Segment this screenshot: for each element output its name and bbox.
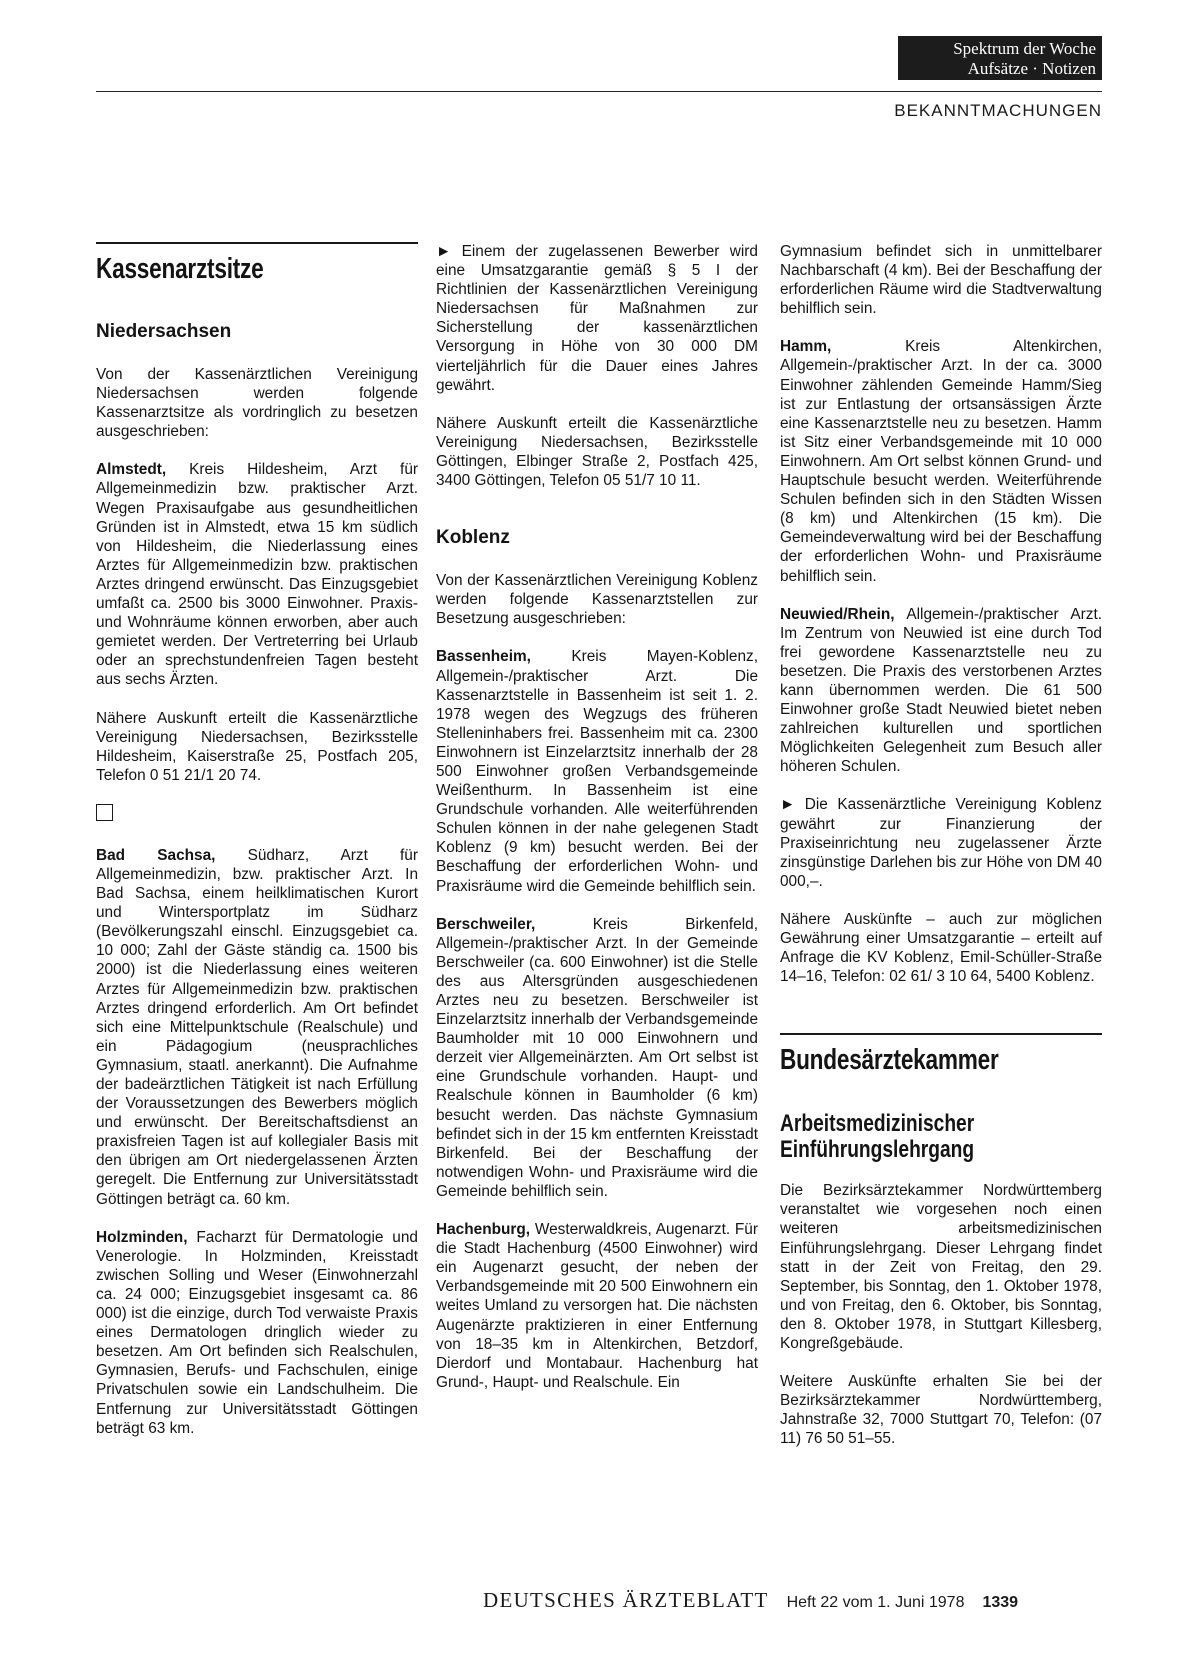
intro-paragraph: Von der Kassenärztlichen Vereinigung Koblenz werden folgende Kassenarztstellen zur Besetzung ausgeschrieben: [436,572,758,628]
listing-hamm [780,337,1102,585]
section-label: BEKANNTMACHUNGEN [894,101,1102,120]
listing-text: Südharz, Arzt für Allgemeinmedizin, bzw. praktischer Arzt. In Bad Sachsa, einem heilklimatischen Kurort und Wintersportplatz im Südharz (Bevölkerungszahl einschl. Einzugsgebiet ca. 10 000; Zahl der Gäste ständig ca. 1500 bis 2000) ist die Niederlassung eines weiteren Arztes für Allgemeinmedizin bzw. praktischen Arztes dringend erforderlich. Am Ort befindet sich eine Mittelpunktschule (Realschule) und ein Pädagogium (neusprachliches Gymnasium, staatl. anerkannt). Die Aufnahme der badeärztlichen Tätigkeit ist nach Erfüllung der Voraussetzungen des Bewerbers möglich und erwünscht. Der Bereitschaftsdienst an praxisfreien Tagen ist auf kollegialer Basis mit den übrigen am Ort niedergelassenen Ärzten geregelt. Die Entfernung zur Universitätsstadt Göttingen beträgt ca. 60 km. [96,846,418,1208]
column-3 [780,242,1102,1468]
course-contact-paragraph: Weitere Auskünfte erhalten Sie bei der Bezirksärztekammer Nordwürttemberg, Jahnstraße 32, 7000 Stuttgart 70, Telefon: (07 11) 76 50 51–55. [780,1373,1102,1448]
listing-place: Bad Sachsa, [96,846,216,864]
listing-place: Almstedt, [96,461,167,479]
contact-paragraph: Nähere Auskunft erteilt die Kassenärztliche Vereinigung Niedersachsen, Bezirksstelle Hildesheim, Kaiserstraße 25, Postfach 205, Telefon 0 51 21/1 20 74. [96,709,418,784]
badge-line-1: Spektrum der Woche [953,39,1096,58]
region-heading-koblenz: Koblenz [436,527,510,549]
listing-place: Holzminden, [96,1228,188,1246]
header-rule [96,91,1102,92]
page-footer [483,1588,1018,1613]
heading-rule [780,1033,1102,1035]
course-paragraph: Die Bezirksärztekammer Nordwürttemberg veranstaltet wie vorgesehen noch einen weiteren arbeitsmedizinischen Einführungslehrgang. Dieser Lehrgang findet statt in der Zeit von Freitag, den 29. September, bis Sonntag, den 1. Oktober 1978, und von Freitag, den 6. Oktober, bis Sonntag, den 8. Oktober 1978, in Stuttgart Killesberg, Kongreßgebäude. [780,1182,1102,1353]
separator-box [96,804,113,821]
contact-paragraph: Nähere Auskunft erteilt die Kassenärztliche Vereinigung Niedersachsen, Bezirksstelle Göttingen, Elbinger Straße 2, Postfach 425, 3400 Göttingen, Telefon 05 51/7 10 11. [436,414,758,490]
section-badge [898,36,1102,80]
listing-text: Kreis Hildesheim, Arzt für Allgemeinmedizin bzw. praktischer Arzt. Wegen Praxisaufgabe aus gesundheitlichen Gründen ist in Almstedt, etwa 15 km südlich von Hildesheim, die Niederlassung eines Arztes für Allgemeinmedizin bzw. praktischen Arztes dringend erwünscht. Das Einzugsgebiet umfaßt ca. 2500 bis 3000 Einwohner. Praxis- und Wohnräume können erworben, aber auch gemietet werden. Der Vertreterring bei Urlaub oder an sprechstundenfreien Tagen besteht aus sechs Ärzten. [96,461,418,689]
region-heading-niedersachsen: Niedersachsen [96,321,232,342]
guarantee-paragraph: ► Einem der zugelassenen Bewerber wird eine Umsatzgarantie gemäß § 5 I der Richtlinien der Kassenärztlichen Vereinigung Niedersachsen für Maßnahmen zur Sicherstellung der kassenärztlichen Versorgung in Höhe von 30 000 DM vierteljährlich für die Dauer eines Jahres gewährt. [436,243,758,394]
column-1 [96,242,418,1457]
listing-place: Neuwied/Rhein, [780,605,895,623]
listing-bassenheim [436,647,758,895]
listing-hachenburg [436,1220,758,1392]
page-number: 1339 [982,1594,1019,1611]
section-title: Bundesärztekammer [780,1044,999,1077]
course-heading [780,1111,1038,1163]
listing-neuwied [780,605,1102,777]
listing-text: Westerwaldkreis, Augenarzt. Für die Stadt Hachenburg (4500 Einwohner) wird ein Augenarzt gesucht, der neben der Verbandsgemeinde mit 20 500 Einwohnern ein weites Umland zu versorgen hat. Die nächsten Augenärzte praktizieren in einer Entfernung von 18–35 km in Altenkirchen, Betzdorf, Dierdorf und Montabaur. Hachenburg hat Grund-, Haupt- und Realschule. Ein [436,1221,758,1391]
badge-line-2: Aufsätze · Notizen [967,59,1096,78]
intro-paragraph: Von der Kassenärztlichen Vereinigung Niedersachsen werden folgende Kassenarztsitze als vordringlich zu besetzen ausgeschrieben: [96,366,418,441]
listing-place: Berschweiler, [436,915,536,933]
page-title: Kassenarztsitze [96,253,264,285]
listing-text: Kreis Birkenfeld, Allgemein-/praktischer Arzt. In der Gemeinde Berschweiler (ca. 600 Einwohner) ist die Stelle des aus Altersgründen ausgeschiedenen Arztes neu zu besetzen. Berschweiler ist Einzelarztsitz innerhalb der Verbandsgemeinde Baumholder mit 10 000 Einwohnern und derzeit vier Allgemeinärzten. Am Ort selbst ist eine Grundschule vorhanden. Haupt- und Realschule können in Baumholder (6 km) besucht werden. Das nächste Gymnasium befindet sich in der 15 km entfernten Kreisstadt Birkenfeld. Bei der Beschaffung der notwendigen Wohn- und Praxisräume wird die Gemeinde behilflich sein. [436,915,758,1200]
listing-place: Hamm, [780,338,832,356]
listing-holzminden [96,1228,418,1438]
course-heading-line-1: Arbeitsmedizinischer [780,1110,975,1138]
listing-bad-sachsa [96,846,418,1209]
column-2 [436,242,758,1411]
listing-text: Kreis Altenkirchen, Allgemein-/praktischer Arzt. In der ca. 3000 Einwohner zählenden Gemeinde Hamm/Sieg ist zur Entlastung der ortsansässigen Ärzte eine Kassenarztstelle neu zu besetzen. Hamm ist Sitz einer Verbandsgemeinde mit 10 000 Einwohnern. Am Ort selbst können Grund- und Hauptschule besucht werden. Weiterführende Schulen befinden sich in den Städten Wissen (8 km) und Altenkirchen (15 km). Die Gemeindeverwaltung wird bei der Beschaffung der erforderlichen Wohn- und Praxisräume behilflich sein. [780,338,1102,585]
listing-text: Allgemein-/praktischer Arzt. Im Zentrum von Neuwied ist eine durch Tod frei gewordene Kassenarztstelle neu zu besetzen. Die Praxis des verstorbenen Arztes kann übernommen werden. Die 61 500 Einwohner große Stadt Neuwied bietet neben zahlreichen kulturellen und sportlichen Möglichkeiten Gelegenheit zum Besuch aller höheren Schulen. [780,605,1102,776]
listing-place: Hachenburg, [436,1221,531,1239]
continuation-paragraph: Gymnasium befindet sich in unmittelbarer Nachbarschaft (4 km). Bei der Beschaffung der erforderlichen Räume wird die Stadtverwaltung behilflich sein. [780,243,1102,318]
listing-text: Facharzt für Dermatologie und Venerologie. In Holzminden, Kreisstadt zwischen Solling und Weser (Einwohnerzahl ca. 24 000; Einzugsgebiet insgesamt ca. 86 000) ist die einzige, durch Tod verwaiste Praxis eines Dermatologen dringlich wieder zu besetzen. Am Ort befinden sich Realschulen, Gymnasien, Berufs- und Fachschulen, einige Privatschulen sowie ein Landschulheim. Die Entfernung zur Universitätsstadt Göttingen beträgt 63 km. [96,1228,418,1437]
journal-name: DEUTSCHES ÄRZTEBLATT [483,1588,769,1612]
issue-info: Heft 22 vom 1. Juni 1978 [786,1594,965,1611]
heading-rule [96,242,418,244]
listing-text: Kreis Mayen-Koblenz, Allgemein-/praktischer Arzt. Die Kassenarztstelle in Bassenheim ist seit 1. 2. 1978 wegen des Wegzugs des früheren Stelleninhabers frei. Bassenheim mit ca. 2300 Einwohnern ist Einzelarztsitz innerhalb der 28 500 Einwohner großen Verbandsgemeinde Weißenthurm. In Bassenheim ist eine Grundschule vorhanden. Alle weiterführenden Schulen können in der nahe gelegenen Stadt Koblenz (9 km) besucht werden. Bei der Beschaffung der erforderlichen Wohn- und Praxisräume wird die Gemeinde behilflich sein. [436,648,758,895]
listing-berschweiler [436,915,758,1201]
contact-paragraph: Nähere Auskünfte – auch zur möglichen Gewährung einer Umsatzgarantie – erteilt auf Anfrage die KV Koblenz, Emil-Schüller-Straße 14–16, Telefon: 02 61/ 3 10 64, 5400 Koblenz. [780,910,1102,986]
course-heading-line-2: Einführungslehrgang [780,1136,975,1164]
listing-almstedt [96,460,418,689]
listing-place: Bassenheim, [436,648,531,666]
financing-paragraph: ► Die Kassenärztliche Vereinigung Koblenz gewährt zur Finanzierung der Praxiseinrichtung neu zugelassener Ärzte zinsgünstige Darlehen bis zur Höhe von DM 40 000,–. [780,796,1102,890]
